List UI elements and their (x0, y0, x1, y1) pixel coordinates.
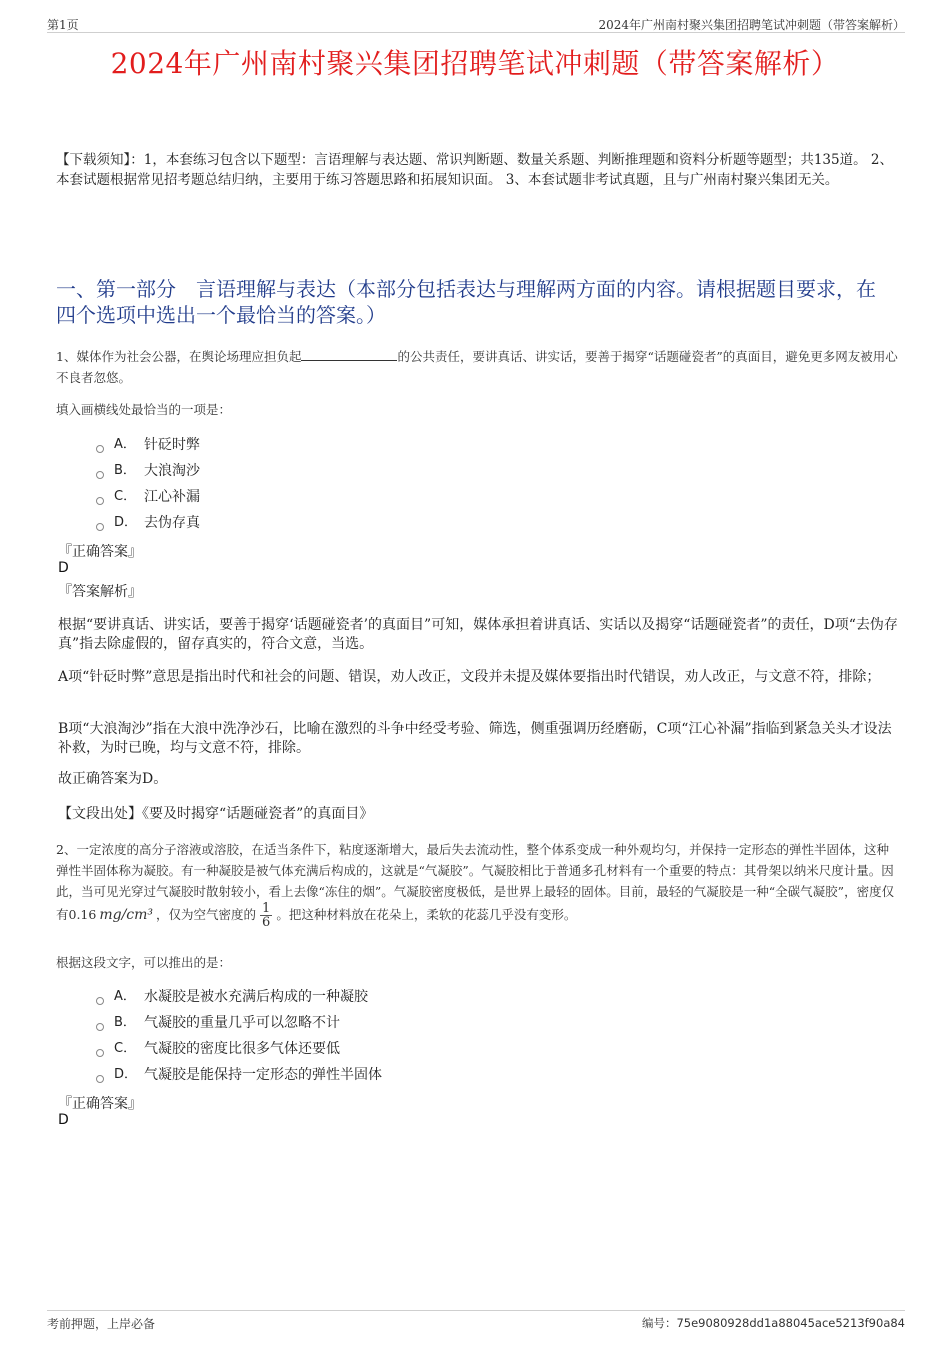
page-footer (47, 1310, 905, 1331)
question-2-text: 2、一定浓度的高分子溶液或溶胶，在适当条件下，粘度逐渐增大，最后失去流动性，整个体系变成一种外观均匀，并保持一定形态的弹性半固体，这种弹性半固体称为凝胶。有一种凝胶是被气体充满后构成的，这就是“气凝胶”。气凝胶相比于普通多孔材料有一个重要的特点：其骨架以纳米尺度计量。因此，当可见光穿过气凝胶时散射较小，看上去像“冻住的烟”。气凝胶密度极低，是世界上最轻的固体。目前，最轻的气凝胶是一种“全碳气凝胶”，密度仅有0.16 (56, 842, 895, 922)
radio-icon[interactable] (96, 497, 104, 505)
page-header (47, 14, 905, 33)
option-letter: B． (114, 463, 136, 478)
question-1-option-b[interactable] (96, 458, 200, 484)
question-1-analysis-paragraph: 故正确答案为D。 (58, 771, 168, 787)
page-number: 第1页 (47, 18, 79, 32)
option-letter: A． (114, 437, 136, 452)
question-2-answer: D (58, 1112, 69, 1128)
footer-slogan: 考前押题，上岸必备 (47, 1317, 156, 1331)
question-2-options (96, 984, 382, 1088)
radio-icon[interactable] (96, 471, 104, 479)
option-text: 江心补漏 (144, 489, 200, 505)
question-1-analysis-paragraph: A项“针砭时弊”意思是指出时代和社会的问题、错误，劝人改正，文段并未提及媒体要指出时代错误，劝人改正，与文意不符，排除； (58, 669, 881, 685)
density-unit: mg/cm³ (99, 907, 154, 923)
download-notice: 【下载须知】：1，本套练习包含以下题型：言语理解与表达题、常识判断题、数量关系题、判断推理题和资料分析题等题型；共135道。 2、本套试题根据常见招考题总结归纳，主要用于练习答题思路和拓展知识面。 3、本套试题非考试真题，且与广州南村聚兴集团无关。 (56, 152, 893, 188)
question-1-text-after: 的公共责任，要讲真话、讲实话，要善于揭穿“话题碰瓷者”的真面目，避免更多网友被用心不良者忽悠。 (56, 349, 898, 385)
fraction-denominator: 6 (262, 915, 271, 930)
question-1-analysis-paragraph: B项“大浪淘沙”指在大浪中洗净沙石，比喻在激烈的斗争中经受考验、筛选，侧重强调历经磨砺，C项“江心补漏”指临到紧急关头才设法补救，为时已晚，均与文意不符，排除。 (58, 721, 892, 756)
question-1-option-a[interactable] (96, 432, 200, 458)
option-letter: C． (114, 489, 137, 504)
question-2-text-end: 。把这种材料放在花朵上，柔软的花蕊几乎没有变形。 (276, 907, 577, 922)
option-letter: D． (114, 1067, 138, 1082)
question-1-analysis-paragraph: 根据“要讲真话、讲实话，要善于揭穿‘话题碰瓷者’的真面目”可知，媒体承担着讲真话、实话以及揭穿“话题碰瓷者”的责任，D项“去伪存真”指去除虚假的，留存真实的，符合文意，当选。 (58, 617, 898, 652)
option-text: 气凝胶是能保持一定形态的弹性半固体 (144, 1067, 382, 1083)
option-letter: C． (114, 1041, 137, 1056)
question-1 (56, 346, 898, 388)
radio-icon[interactable] (96, 1049, 104, 1057)
question-2-option-a[interactable] (96, 984, 382, 1010)
question-1-option-d[interactable] (96, 510, 200, 536)
option-text: 去伪存真 (144, 515, 200, 531)
option-text: 气凝胶的密度比很多气体还要低 (144, 1041, 340, 1057)
question-1-option-c[interactable] (96, 484, 200, 510)
radio-icon[interactable] (96, 1075, 104, 1083)
question-1-text (56, 346, 898, 388)
section-heading: 一、第一部分 言语理解与表达（本部分包括表达与理解两方面的内容。请根据题目要求，在四个选项中选出一个最恰当的答案。） (56, 277, 876, 327)
footer-doc-id: 编号：75e9080928dd1a88045ace5213f90a84 (641, 1316, 905, 1330)
question-2-prompt: 根据这段文字，可以推出的是： (56, 955, 232, 970)
question-1-blank (301, 348, 397, 361)
question-1-prompt: 填入画横线处最恰当的一项是： (56, 402, 232, 417)
option-text: 气凝胶的重量几乎可以忽略不计 (144, 1015, 340, 1031)
radio-icon[interactable] (96, 997, 104, 1005)
option-letter: D． (114, 515, 138, 530)
question-2-text-cont: ，仅为空气密度的 (156, 907, 257, 922)
option-text: 水凝胶是被水充满后构成的一种凝胶 (144, 989, 368, 1005)
radio-icon[interactable] (96, 1023, 104, 1031)
option-text: 大浪淘沙 (144, 463, 200, 479)
question-2-option-c[interactable] (96, 1036, 382, 1062)
question-2-option-b[interactable] (96, 1010, 382, 1036)
option-letter: B． (114, 1015, 136, 1030)
question-1-source: 【文段出处】《要及时揭穿“话题碰瓷者”的真面目》 (58, 806, 374, 822)
question-1-text-before: 1、媒体作为社会公器，在舆论场理应担负起 (56, 349, 302, 364)
question-2-answer-label: 『正确答案』 (58, 1096, 142, 1112)
question-2 (56, 839, 898, 929)
fraction-numerator: 1 (262, 901, 271, 916)
question-2-option-d[interactable] (96, 1062, 382, 1088)
question-1-answer-label: 『正确答案』 (58, 544, 142, 560)
question-1-options (96, 432, 200, 536)
document-title: 2024年广州南村聚兴集团招聘笔试冲刺题（带答案解析） (110, 47, 840, 80)
option-text: 针砭时弊 (144, 437, 200, 453)
option-letter: A． (114, 989, 136, 1004)
radio-icon[interactable] (96, 523, 104, 531)
fraction (260, 902, 272, 929)
header-doc-title: 2024年广州南村聚兴集团招聘笔试冲刺题（带答案解析） (598, 18, 905, 32)
question-1-answer: D (58, 560, 69, 576)
radio-icon[interactable] (96, 445, 104, 453)
question-1-analysis-label: 『答案解析』 (58, 584, 142, 600)
